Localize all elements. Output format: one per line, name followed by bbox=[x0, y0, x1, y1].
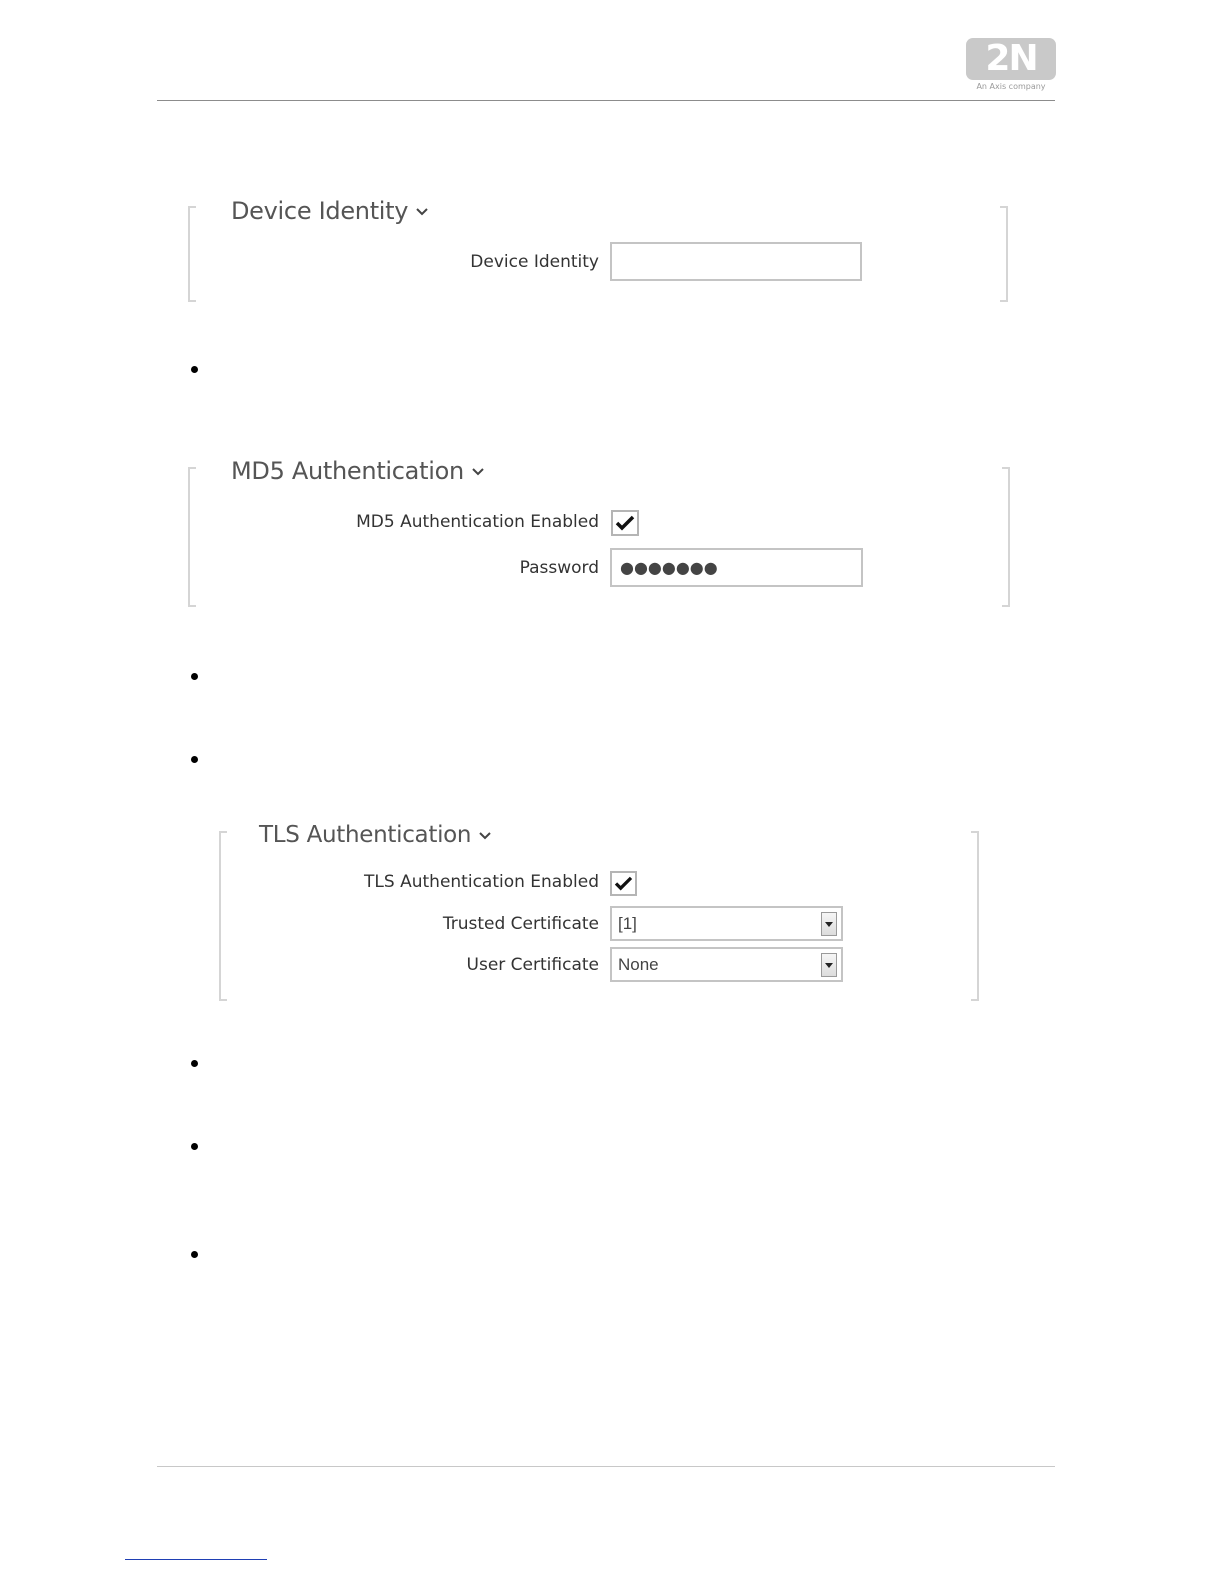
list-bullet bbox=[191, 1060, 198, 1067]
dropdown-arrow-icon[interactable] bbox=[821, 953, 837, 977]
user-certificate-value: None bbox=[618, 954, 659, 974]
panel-title-text: MD5 Authentication bbox=[231, 457, 464, 485]
panel-bracket-right bbox=[1000, 206, 1008, 302]
password-input[interactable] bbox=[610, 548, 863, 587]
list-bullet bbox=[191, 1251, 198, 1258]
footer-divider bbox=[157, 1466, 1055, 1467]
device-identity-panel-title[interactable] bbox=[231, 197, 428, 225]
logo-text: 2N bbox=[985, 38, 1037, 79]
chevron-down-icon bbox=[416, 208, 428, 216]
logo-tagline: An Axis company bbox=[976, 82, 1046, 91]
footer-link-underline[interactable] bbox=[125, 1559, 267, 1560]
panel-title-text: TLS Authentication bbox=[259, 822, 472, 848]
tls-enabled-label: TLS Authentication Enabled bbox=[364, 872, 599, 892]
md5-enabled-label: MD5 Authentication Enabled bbox=[356, 512, 599, 532]
user-certificate-select[interactable] bbox=[610, 947, 843, 982]
panel-title-text: Device Identity bbox=[231, 197, 409, 225]
chevron-down-icon bbox=[479, 832, 491, 840]
panel-bracket-right bbox=[1002, 467, 1010, 607]
list-bullet bbox=[191, 1143, 198, 1150]
panel-bracket-left bbox=[188, 467, 196, 607]
panel-bracket-left bbox=[188, 206, 196, 302]
checkmark-icon bbox=[615, 515, 635, 531]
device-identity-input[interactable] bbox=[610, 242, 862, 281]
checkmark-icon bbox=[614, 876, 633, 891]
brand-logo bbox=[966, 38, 1056, 80]
header-divider bbox=[157, 100, 1055, 101]
trusted-certificate-value: [1] bbox=[618, 913, 637, 933]
md5-panel-title[interactable] bbox=[231, 457, 484, 485]
list-bullet bbox=[191, 756, 198, 763]
md5-enabled-checkbox[interactable] bbox=[611, 510, 639, 536]
password-label: Password bbox=[519, 558, 599, 578]
list-bullet bbox=[191, 366, 198, 373]
dropdown-arrow-icon[interactable] bbox=[821, 912, 837, 936]
chevron-down-icon bbox=[472, 468, 484, 476]
panel-bracket-left bbox=[219, 831, 227, 1001]
password-value: ●●●●●●● bbox=[620, 558, 718, 577]
trusted-certificate-label: Trusted Certificate bbox=[442, 914, 599, 934]
device-identity-label: Device Identity bbox=[470, 252, 599, 272]
user-certificate-label: User Certificate bbox=[466, 955, 599, 975]
trusted-certificate-select[interactable] bbox=[610, 906, 843, 941]
tls-enabled-checkbox[interactable] bbox=[610, 871, 637, 896]
tls-panel-title[interactable] bbox=[259, 822, 491, 848]
list-bullet bbox=[191, 673, 198, 680]
panel-bracket-right bbox=[971, 831, 979, 1001]
